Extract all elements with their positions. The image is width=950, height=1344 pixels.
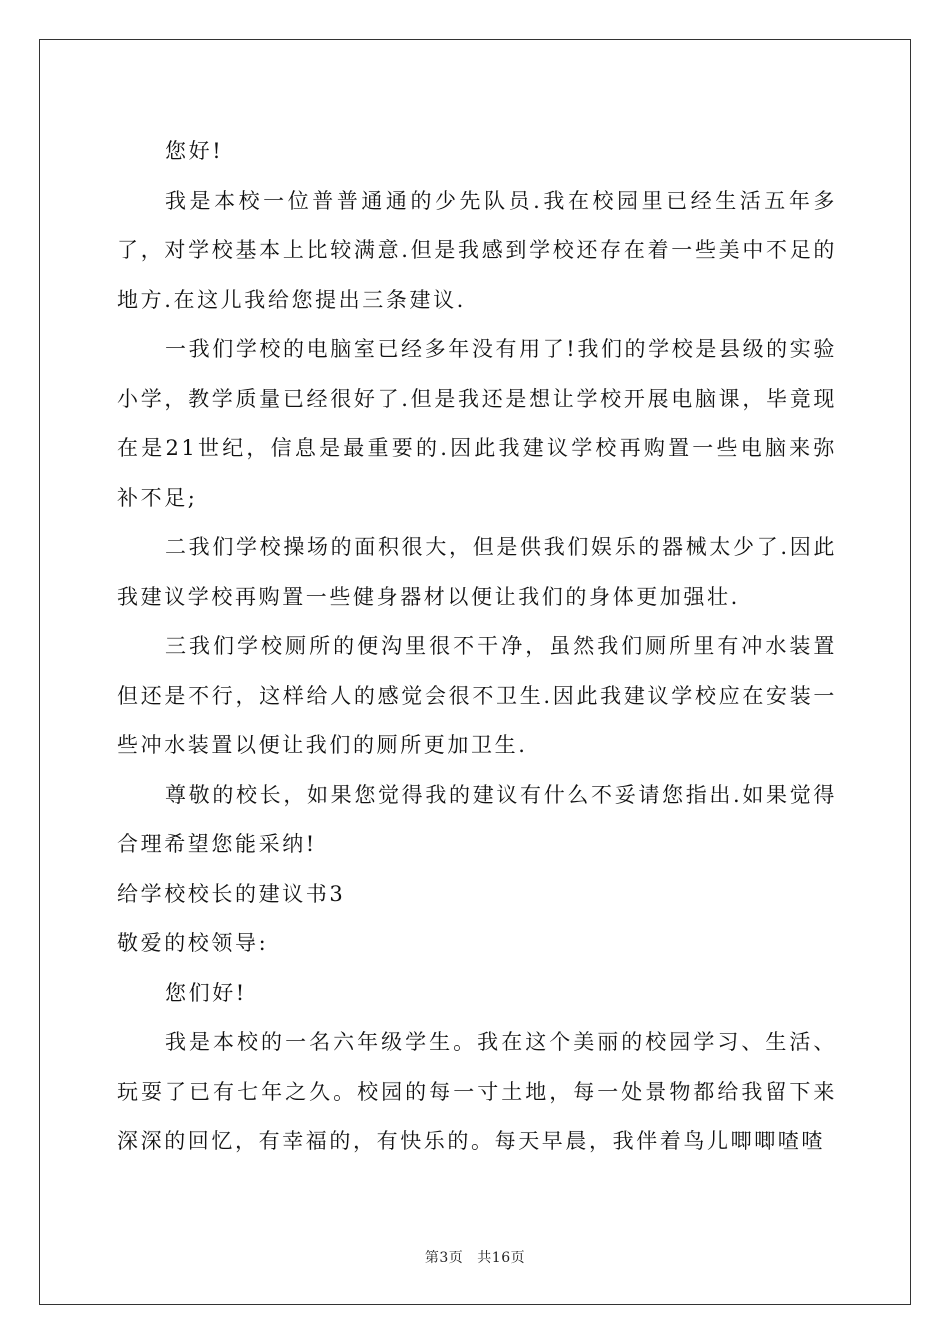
section-title: 给学校校长的建议书3 [117,881,346,906]
page-total: 共16页 [477,1250,526,1266]
suggestion-three-paragraph: 三我们学校厕所的便沟里很不干净，虽然我们厕所里有冲水装置但还是不行，这样给人的感觉会很不卫生.因此我建议学校应在安装一些冲水装置以便让我们的厕所更加卫生. [117,634,837,757]
page-footer [0,1247,950,1267]
document-body [117,127,837,1167]
closing-paragraph: 尊敬的校长，如果您觉得我的建议有什么不妥请您指出.如果觉得合理希望您能采纳! [117,782,837,856]
greeting-paragraph: 您好! [165,139,224,163]
intro-paragraph-2: 我是本校的一名六年级学生。我在这个美丽的校园学习、生活、玩耍了已有七年之久。校园的每一寸土地，每一处景物都给我留下来深深的回忆，有幸福的，有快乐的。每天早晨，我伴着鸟儿唧唧喳喳 [117,1030,837,1153]
page-number: 第3页 [424,1250,464,1266]
suggestion-two-paragraph: 二我们学校操场的面积很大，但是供我们娱乐的器械太少了.因此我建议学校再购置一些健身器材以便让我们的身体更加强壮. [117,535,837,609]
greeting-paragraph-2: 您们好! [165,980,247,1005]
suggestion-one-paragraph: 一我们学校的电脑室已经多年没有用了!我们的学校是县级的实验小学，教学质量已经很好了.但是我还是想让学校开展电脑课，毕竟现在是21世纪，信息是最重要的.因此我建议学校再购置一些电脑来弥补不足; [117,337,837,510]
salutation-line: 敬爱的校领导: [117,931,269,955]
intro-paragraph: 我是本校一位普普通通的少先队员.我在校园里已经生活五年多了，对学校基本上比较满意.但是我感到学校还存在着一些美中不足的地方.在这儿我给您提出三条建议. [117,188,837,312]
